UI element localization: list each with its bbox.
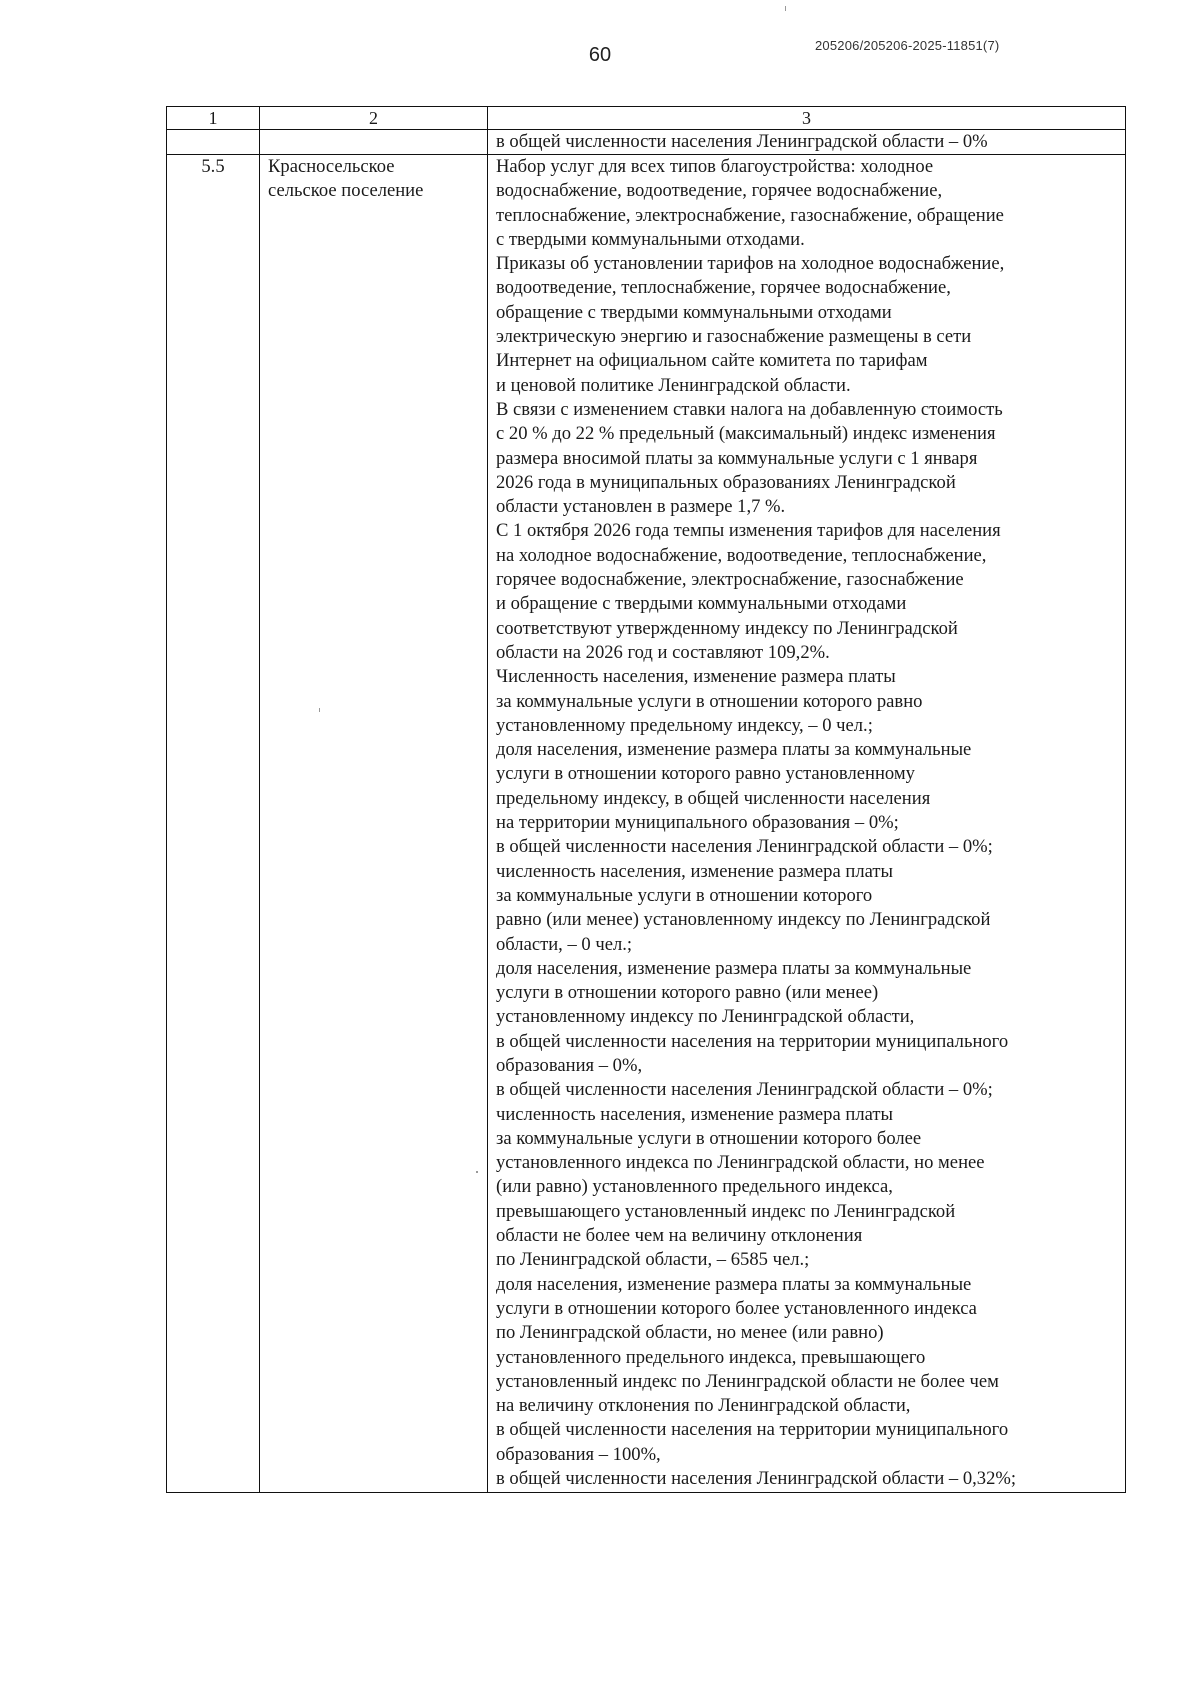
row-number: 5.5 <box>167 155 260 1493</box>
content-line: Приказы об установлении тарифов на холодное водоснабжение, <box>496 253 1005 275</box>
content-line: на холодное водоснабжение, водоотведение, теплоснабжение, <box>496 544 987 566</box>
content-line: Интернет на официальном сайте комитета по тарифам <box>496 350 928 372</box>
content-line: за коммунальные услуги в отношении которого <box>496 884 873 906</box>
content-line: по Ленинградской области, – 6585 чел.; <box>496 1249 810 1271</box>
scan-speck <box>319 708 320 712</box>
content-line: В связи с изменением ставки налога на добавленную стоимость <box>496 398 1003 420</box>
content-line: с твердыми коммунальными отходами. <box>496 228 805 250</box>
row-content <box>496 155 1121 1492</box>
table-header-row <box>167 107 1126 130</box>
content-line: области, – 0 чел.; <box>496 933 633 955</box>
content-line: Набор услуг для всех типов благоустройства: холодное <box>496 156 934 177</box>
settlement-name-line: сельское поселение <box>268 180 424 202</box>
content-line: за коммунальные услуги в отношении которого более <box>496 1127 922 1149</box>
content-line: образования – 0%, <box>496 1054 643 1076</box>
content-line: 2026 года в муниципальных образованиях Ленинградской <box>496 471 956 493</box>
continuation-cell-3: в общей численности населения Ленинградской области – 0% <box>488 130 1126 155</box>
content-line: предельному индексу, в общей численности населения <box>496 787 931 809</box>
table-row <box>167 155 1126 1493</box>
content-line: обращение с твердыми коммунальными отходами <box>496 301 892 323</box>
content-line: услуги в отношении которого равно установленному <box>496 763 915 785</box>
content-line: на величину отклонения по Ленинградской области, <box>496 1395 911 1417</box>
content-line: в общей численности населения Ленинградской области – 0%; <box>496 1079 993 1101</box>
content-line: за коммунальные услуги в отношении которого равно <box>496 690 923 712</box>
scan-speck <box>785 6 786 11</box>
content-line: численность населения, изменение размера платы <box>496 860 893 882</box>
content-line: установленного предельного индекса, превышающего <box>496 1346 926 1368</box>
page-number: 60 <box>588 44 612 66</box>
content-line: в общей численности населения Ленинградской области – 0%; <box>496 836 993 858</box>
content-line: соответствуют утвержденному индексу по Ленинградской <box>496 617 958 639</box>
row-content-cell <box>488 155 1126 1493</box>
content-line: размера вносимой платы за коммунальные услуги с 1 января <box>496 447 978 469</box>
content-line: и ценовой политике Ленинградской области. <box>496 374 851 396</box>
continuation-cell-1 <box>167 130 260 155</box>
column-header-1: 1 <box>167 107 260 130</box>
content-line: доля населения, изменение размера платы за коммунальные <box>496 957 972 979</box>
settlement-name <box>268 155 483 204</box>
content-line: установленному предельному индексу, – 0 чел.; <box>496 714 873 736</box>
content-line: численность населения, изменение размера платы <box>496 1103 893 1125</box>
content-line: Численность населения, изменение размера платы <box>496 666 896 688</box>
content-line: образования – 100%, <box>496 1443 661 1465</box>
content-line: на территории муниципального образования – 0%; <box>496 812 899 834</box>
content-line: горячее водоснабжение, электроснабжение, газоснабжение <box>496 569 964 591</box>
tariff-table <box>166 106 1126 1493</box>
content-line: услуги в отношении которого равно (или менее) <box>496 982 879 1004</box>
settlement-name-cell <box>260 155 488 1493</box>
content-line: области на 2026 год и составляют 109,2%. <box>496 641 830 663</box>
content-line: в общей численности населения на территории муниципального <box>496 1419 1009 1441</box>
content-line: превышающего установленный индекс по Ленинградской <box>496 1200 956 1222</box>
content-line: водоснабжение, водоотведение, горячее водоснабжение, <box>496 180 943 202</box>
content-line: установленный индекс по Ленинградской области не более чем <box>496 1370 999 1392</box>
content-line: услуги в отношении которого более установленного индекса <box>496 1297 977 1319</box>
content-line: доля населения, изменение размера платы за коммунальные <box>496 1273 972 1295</box>
content-line: с 20 % до 22 % предельный (максимальный) индекс изменения <box>496 423 996 445</box>
settlement-name-line: Красносельское <box>268 156 395 177</box>
content-line: водоотведение, теплоснабжение, горячее водоснабжение, <box>496 277 951 299</box>
content-line: и обращение с твердыми коммунальными отходами <box>496 593 907 615</box>
continuation-cell-2 <box>260 130 488 155</box>
content-line: равно (или менее) установленному индексу по Ленинградской <box>496 909 991 931</box>
document-id: 205206/205206-2025-11851(7) <box>815 38 1000 53</box>
content-line: в общей численности населения Ленинградской области – 0,32%; <box>496 1468 1017 1490</box>
content-line: С 1 октября 2026 года темпы изменения тарифов для населения <box>496 520 1001 542</box>
content-line: доля населения, изменение размера платы за коммунальные <box>496 739 972 761</box>
content-line: теплоснабжение, электроснабжение, газоснабжение, обращение <box>496 204 1004 226</box>
content-line: области не более чем на величину отклонения <box>496 1225 863 1247</box>
content-line: по Ленинградской области, но менее (или равно) <box>496 1322 884 1344</box>
column-header-2: 2 <box>260 107 488 130</box>
scan-speck <box>476 1171 478 1173</box>
content-line: электрическую энергию и газоснабжение размещены в сети <box>496 326 972 348</box>
content-line: установленного индекса по Ленинградской области, но менее <box>496 1152 985 1174</box>
continuation-row <box>167 130 1126 155</box>
content-line: установленному индексу по Ленинградской области, <box>496 1006 915 1028</box>
content-line: в общей численности населения на территории муниципального <box>496 1030 1009 1052</box>
content-line: области установлен в размере 1,7 %. <box>496 496 786 518</box>
content-line: (или равно) установленного предельного индекса, <box>496 1176 893 1198</box>
column-header-3: 3 <box>488 107 1126 130</box>
